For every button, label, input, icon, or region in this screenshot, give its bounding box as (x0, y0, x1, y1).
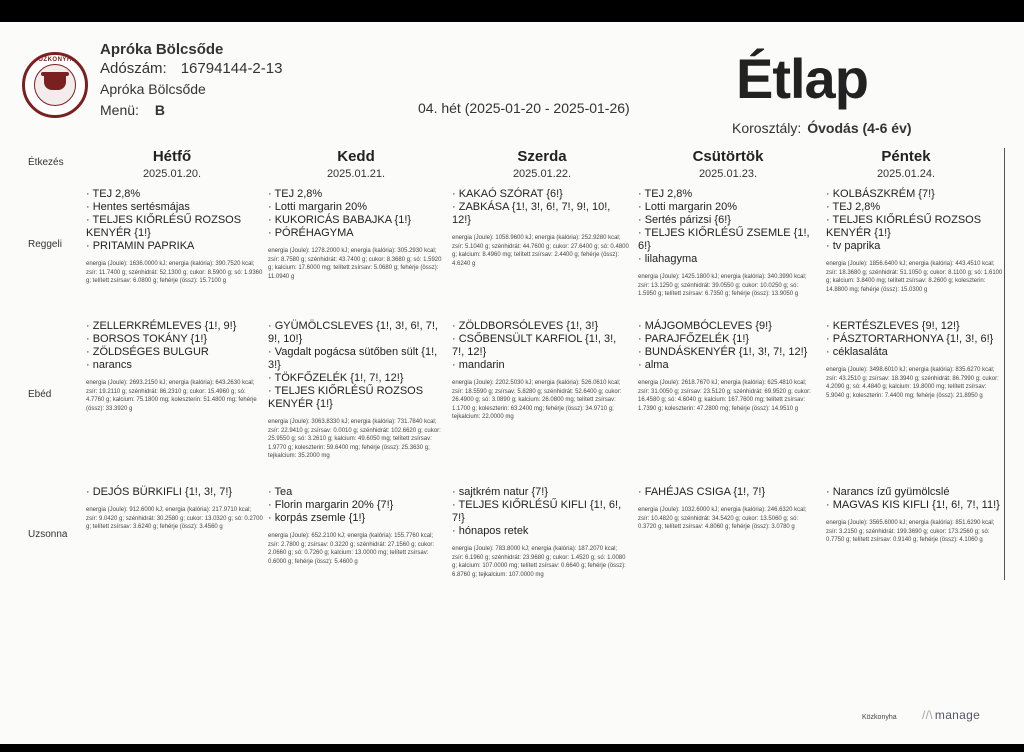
menu-item: · Lotti margarin 20% (268, 201, 368, 213)
nutrition-info: energia (Joule): 3565.6000 kJ; energia (kalória): 851.6290 kcal; zsír: 3.2150 g; szénhidrát: 199.3690 g; cukor: 173.2560 g; só: 0.7750 g; telített zsírsav: 0.9140 g; fehérje (össz): 4.1060 g (826, 520, 995, 543)
menu-item: · TELJES KIŐRLÉSŰ ZSEMLE {1!, 6!} (638, 227, 810, 252)
day-name: Hétfő (152, 148, 192, 165)
menu-cell-snack (826, 486, 1004, 545)
nutrition-info: energia (Joule): 1636.0000 kJ; energia (kalória): 390.7520 kcal; zsír: 11.7400 g; szénhidrát: 52.1300 g; cukor: 8.5900 g; só: 1.9360 g; telített zsírsav: 6.0800 g; fehérje (össz): 15.7100 g (86, 261, 263, 284)
menu-value: B (154, 102, 166, 118)
menu-item: · PARAJFŐZELÉK {1!} (638, 333, 750, 345)
tax-number (100, 60, 282, 77)
menu-item: · narancs (86, 359, 132, 371)
day-header (816, 148, 996, 180)
menu-cell-lunch (826, 320, 1004, 400)
row-label-breakfast: Reggeli (28, 239, 62, 250)
nutrition-info: energia (Joule): 2618.7670 kJ; energia (kalória): 625.4810 kcal; zsír: 31.0050 g; zsírsav: 23.5120 g; szénhidrát: 69.9520 g; cukor: 16.4580 g; só: 4.6040 g; kalcium: 167.7600 mg; telített zsírsav: 1.7390 g; koleszterin: 47.2800 mg; fehérje (össz): 14.9510 g (638, 380, 811, 412)
menu-cell-lunch (452, 320, 630, 422)
kozkonyha-logo (22, 52, 88, 118)
menu-item: · Hentes sertésmájas (86, 201, 190, 213)
row-label-snack: Uzsonna (28, 529, 68, 540)
menu-cell-breakfast (826, 188, 1004, 294)
menu-variant (100, 102, 165, 118)
menu-item: · tv paprika (826, 240, 881, 252)
menu-cell-snack (268, 486, 446, 566)
organization-name: Apróka Bölcsőde (100, 41, 224, 58)
menu-item: · Sertés párizsi {6!} (638, 214, 731, 226)
menu-cell-breakfast (452, 188, 630, 268)
nutrition-info: energia (Joule): 1032.6000 kJ; energia (kalória): 246.6320 kcal; zsír: 10.4820 g; szénhidrát: 34.5420 g; cukor: 13.5060 g; só: 0.3720 g; telített zsírsav: 4.8060 g; fehérje (össz): 3.0780 g (638, 507, 807, 530)
nutrition-info: energia (Joule): 652.2100 kJ; energia (kalória): 155.7760 kcal; zsír: 2.7800 g; zsírsav: 0.3220 g; szénhidrát: 27.1560 g; cukor: 2.0660 g; só: 0.7260 g; kalcium: 13.0000 mg; telített zsírsav: 0.6000 g; fehérje (össz): 5.4600 g (268, 533, 435, 565)
age-label: Korosztály: (732, 120, 802, 136)
menu-document (0, 22, 1024, 744)
menu-cell-snack (86, 486, 264, 532)
menu-item: · hónapos retek (452, 525, 529, 537)
pot-icon (44, 76, 66, 90)
menu-item: · KOLBÁSZKRÉM {7!} (826, 188, 935, 200)
nutrition-info: energia (Joule): 783.8000 kJ; energia (kalória): 187.2070 kcal; zsír: 6.1960 g; szénhidrát: 23.9680 g; cukor: 1.4520 g; só: 1.0080 g; kalcium: 107.0000 mg; telített zsírsav: 0.6640 g; fehérje (össz): 6.8760 g; tejkalcium: 107.0000 mg (452, 546, 626, 578)
nutrition-info: energia (Joule): 2693.2150 kJ; energia (kalória): 643.2630 kcal; zsír: 19.2110 g; szénhidrát: 86.2310 g; cukor: 15.4960 g; só: 4.7760 g; kalcium: 75.1800 mg; koleszterin: 51.4800 mg; fehérje (össz): 33.3920 g (86, 380, 257, 412)
menu-item: · TELJES KIŐRLÉSŰ ROZSOS KENYÉR {1!} (268, 385, 424, 410)
week-range: 04. hét (2025-01-20 - 2025-01-26) (418, 100, 630, 116)
day-date: 2025.01.20. (142, 168, 202, 180)
menu-item: · mandarin (452, 359, 505, 371)
menu-item: · FAHÉJAS CSIGA {1!, 7!} (638, 486, 766, 498)
menu-item: · KERTÉSZLEVES {9!, 12!} (826, 320, 960, 332)
menu-item: · TELJES KIŐRLÉSŰ KIFLI {1!, 6!, 7!} (452, 499, 622, 524)
menu-cell-breakfast (268, 188, 446, 281)
menu-cell-snack (452, 486, 630, 579)
organization-name-secondary: Apróka Bölcsőde (100, 81, 206, 97)
nutrition-info: energia (Joule): 1856.6400 kJ; energia (kalória): 443.4510 kcal; zsír: 18.3680 g; szénhidrát: 51.1050 g; cukor: 8.1100 g; só: 1.6100 g; kalcium: 3.8400 mg; telített zsírsav: 8.2600 g; koleszterin: 14.8800 mg; fehérje (össz): 15.0300 g (826, 261, 1003, 293)
menu-item: · korpás zsemle {1!} (268, 512, 366, 524)
menu-item: · DEJÓS BÜRKIFLI {1!, 3!, 7!} (86, 486, 233, 498)
day-date: 2025.01.22. (512, 168, 572, 180)
menu-item: · PRITAMIN PAPRIKA (86, 240, 195, 252)
menu-label: Menü: (100, 102, 139, 118)
menu-item: · GYÜMÖLCSLEVES {1!, 3!, 6!, 7!, 9!, 10!} (268, 320, 438, 345)
day-name: Csütörtök (692, 148, 764, 165)
menu-item: · TELJES KIŐRLÉSŰ ROZSOS KENYÉR {1!} (826, 214, 982, 239)
nutrition-info: energia (Joule): 2202.5030 kJ; energia (kalória): 526.0610 kcal; zsír: 18.5590 g; zsírsav: 5.8280 g; szénhidrát: 52.6400 g; cukor: 26.4900 g; só: 3.0890 g; kalcium: 26.0800 mg; telített zsírsav: 1.1700 g; koleszterin: 63.2400 mg; fehérje (össz): 34.9710 g; tejkalcium: 22.0000 mg (452, 380, 622, 420)
page-title: Étlap (736, 47, 868, 110)
menu-cell-lunch (268, 320, 446, 461)
day-date: 2025.01.23. (698, 168, 758, 180)
menu-cell-breakfast (86, 188, 264, 286)
menu-item: · Narancs ízű gyümölcslé (826, 486, 950, 498)
brand-name: manage (934, 708, 981, 722)
nutrition-info: energia (Joule): 3063.8330 kJ; energia (kalória): 731.7840 kcal; zsír: 22.9410 g; zsírsav: 0.0010 g; szénhidrát: 102.6620 g; cukor: 25.9550 g; só: 3.2610 g; kalcium: 49.6050 mg; telített zsírsav: 1.9770 g; koleszterin: 59.6400 mg; fehérje (össz): 25.3630 g; tejkalcium: 35.2000 mg (268, 419, 441, 459)
menu-cell-lunch (86, 320, 264, 413)
menu-item: · MAGVAS KIS KIFLI {1!, 6!, 7!, 11!} (826, 499, 1000, 511)
day-date: 2025.01.21. (326, 168, 386, 180)
day-name: Péntek (881, 148, 931, 165)
menu-item: · Lotti margarin 20% (638, 201, 738, 213)
menu-item: · ZÖLDSÉGES BULGUR (86, 346, 209, 358)
menu-cell-lunch (638, 320, 816, 413)
nutrition-info: energia (Joule): 1278.2000 kJ; energia (kalória): 305.2930 kcal; zsír: 8.7580 g; szénhidrát: 43.7400 g; cukor: 8.3680 g; só: 1.5920 g; kalcium: 17.6000 mg; telített zsírsav: 5.0680 g; fehérje (össz): 11.0940 g (268, 248, 442, 280)
menu-item: · BORSOS TOKÁNY {1!} (86, 333, 208, 345)
nutrition-info: energia (Joule): 912.6000 kJ; energia (kalória): 217.9710 kcal; zsír: 9.0420 g; szénhidrát: 30.2580 g; cukor: 13.0320 g; só: 0.2700 g; telített zsírsav: 3.6240 g; fehérje (össz): 3.4560 g (86, 507, 263, 530)
day-name: Szerda (517, 148, 567, 165)
right-border-line (1004, 148, 1005, 580)
brand-mark-icon: //\ (922, 708, 933, 722)
nutrition-info: energia (Joule): 1425.1800 kJ; energia (kalória): 340.3990 kcal; zsír: 13.1250 g; szénhidrát: 39.0550 g; cukor: 10.0250 g; só: 1.5950 g; telített zsírsav: 6.7350 g; fehérje (össz): 13.9050 g (638, 274, 807, 297)
day-header (82, 148, 262, 180)
menu-item: · MÁJGOMBÓCLEVES {9!} (638, 320, 772, 332)
menu-item: · sajtkrém natur {7!} (452, 486, 548, 498)
menu-cell-breakfast (638, 188, 816, 299)
menu-item: · Florin margarin 20% {7!} (268, 499, 394, 511)
row-label-lunch: Ebéd (28, 389, 52, 400)
nutrition-info: energia (Joule): 3498.6010 kJ; energia (kalória): 835.6270 kcal; zsír: 43.2510 g; zsírsav: 18.3940 g; szénhidrát: 86.7990 g; cukor: 4.2090 g; só: 4.4840 g; kalcium: 19.8000 mg; telített zsírsav: 5.9040 g; koleszterin: 7.4400 mg; fehérje (össz): 21.8950 g (826, 367, 999, 399)
logo-text: KÖZKONYHA (33, 57, 77, 63)
menu-item: · TEJ 2,8% (826, 201, 881, 213)
menu-item: · BUNDÁSKENYÉR {1!, 3!, 7!, 12!} (638, 346, 808, 358)
menu-item: · KUKORICÁS BABAJKA {1!} (268, 214, 412, 226)
day-header (266, 148, 446, 180)
menu-item: · céklasaláta (826, 346, 888, 358)
menu-item: · Vagdalt pogácsa sütőben sült {1!, 3!} (268, 346, 438, 371)
menu-item: · ZELLERKRÉMLEVES {1!, 9!} (86, 320, 237, 332)
nutrition-info: energia (Joule): 1058.9600 kJ; energia (kalória): 252.9280 kcal; zsír: 5.1040 g; szénhidrát: 44.7600 g; cukor: 27.6400 g; só: 0.4800 g; kalcium: 8.4960 mg; telített zsírsav: 2.4400 g; fehérje (össz): 4.6240 g (452, 235, 629, 267)
menu-item: · TELJES KIŐRLÉSŰ ROZSOS KENYÉR {1!} (86, 214, 242, 239)
day-date: 2025.01.24. (876, 168, 936, 180)
tax-label: Adószám: (100, 60, 167, 77)
footer-kozkonyha: Közkonyha (862, 714, 897, 721)
menu-item: · TÖKFŐZELÉK {1!, 7!, 12!} (268, 372, 404, 384)
menu-item: · CSŐBENSÜLT KARFIOL {1!, 3!, 7!, 12!} (452, 333, 617, 358)
menu-item: · KAKAÓ SZÓRAT {6!} (452, 188, 563, 200)
menu-item: · TEJ 2,8% (638, 188, 693, 200)
age-group (732, 120, 912, 136)
menu-item: · PÁSZTORTARHONYA {1!, 3!, 6!} (826, 333, 994, 345)
menu-item: · TEJ 2,8% (268, 188, 323, 200)
meal-column-header: Étkezés (28, 157, 64, 168)
day-header (452, 148, 632, 180)
menu-item: · ZÖLDBORSÓLEVES {1!, 3!} (452, 320, 599, 332)
menu-item: · TEJ 2,8% (86, 188, 141, 200)
menu-item: · lilahagyma (638, 253, 698, 265)
imanage-logo (922, 708, 980, 722)
menu-item: · Tea (268, 486, 293, 498)
age-value: Óvodás (4-6 év) (807, 120, 912, 136)
menu-item: · alma (638, 359, 669, 371)
day-header (638, 148, 818, 180)
menu-item: · PÓRÉHAGYMA (268, 227, 354, 239)
menu-cell-snack (638, 486, 816, 532)
day-name: Kedd (337, 148, 375, 165)
tax-value: 16794144-2-13 (180, 60, 283, 77)
menu-item: · ZABKÁSA {1!, 3!, 6!, 7!, 9!, 10!, 12!} (452, 201, 611, 226)
